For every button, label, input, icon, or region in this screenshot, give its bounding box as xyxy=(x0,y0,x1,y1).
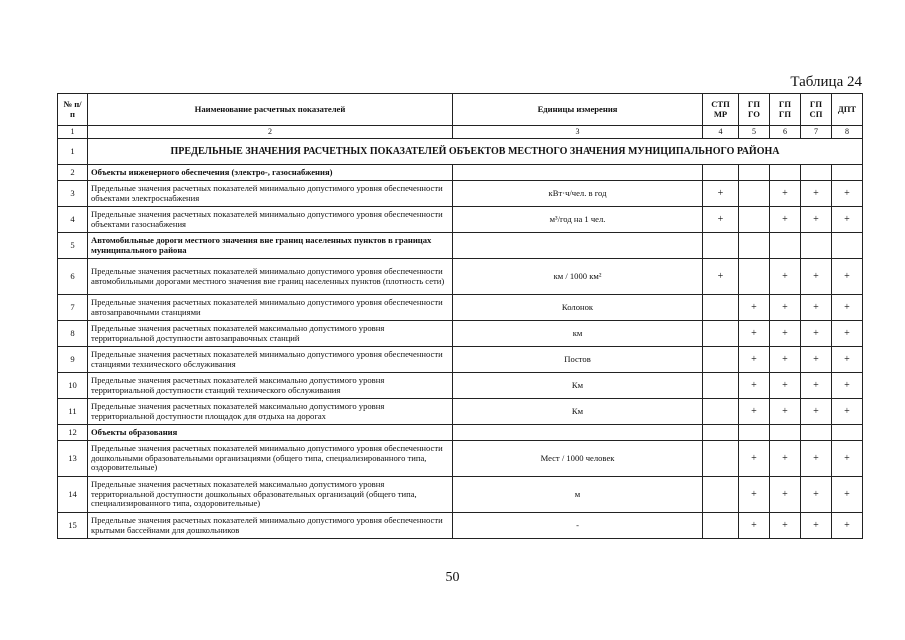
table-row xyxy=(58,207,863,233)
mark-gp-gp xyxy=(770,165,801,181)
row-number: 4 xyxy=(58,207,88,233)
mark-dpt xyxy=(832,233,863,259)
mark-stp-mr xyxy=(703,295,739,321)
mark-stp-mr xyxy=(703,399,739,425)
mark-dpt: + xyxy=(832,181,863,207)
mark-stp-mr xyxy=(703,373,739,399)
mark-gp-sp: + xyxy=(801,477,832,513)
table-row xyxy=(58,513,863,539)
row-number: 3 xyxy=(58,181,88,207)
indicator-name: Предельные значения расчетных показателей минимально допустимого уровня обеспеченности объектами газоснабжения xyxy=(88,207,453,233)
mark-gp-sp: + xyxy=(801,295,832,321)
row-number: 7 xyxy=(58,295,88,321)
row-number: 8 xyxy=(58,321,88,347)
mark-gp-gp: + xyxy=(770,441,801,477)
mark-stp-mr xyxy=(703,321,739,347)
mark-gp-sp: + xyxy=(801,513,832,539)
mark-stp-mr xyxy=(703,233,739,259)
mark-dpt: + xyxy=(832,259,863,295)
mark-gp-gp: + xyxy=(770,295,801,321)
mark-gp-go xyxy=(739,181,770,207)
table-row xyxy=(58,477,863,513)
unit-cell: Мест / 1000 человек xyxy=(453,441,703,477)
mark-gp-go: + xyxy=(739,477,770,513)
mark-stp-mr: + xyxy=(703,207,739,233)
mark-gp-gp: + xyxy=(770,181,801,207)
header-units: Единицы измерения xyxy=(453,94,703,126)
section-row xyxy=(58,165,863,181)
mark-dpt: + xyxy=(832,373,863,399)
section-row xyxy=(58,233,863,259)
mark-dpt: + xyxy=(832,207,863,233)
unit-cell: Км xyxy=(453,373,703,399)
mark-gp-gp: + xyxy=(770,321,801,347)
unit-cell: Км xyxy=(453,399,703,425)
mark-dpt: + xyxy=(832,441,863,477)
indicator-name: Предельные значения расчетных показателей максимально допустимого уровня территориальной доступности площадок для отдыха на дорогах xyxy=(88,399,453,425)
mark-dpt: + xyxy=(832,513,863,539)
unit-cell: Колонок xyxy=(453,295,703,321)
mark-stp-mr xyxy=(703,347,739,373)
indicator-name: Предельные значения расчетных показателей минимально допустимого уровня обеспеченности автомобильными дорогами местного значения вне границ населенных пунктов (плотность сети) xyxy=(88,259,453,295)
mark-gp-gp xyxy=(770,425,801,441)
indicator-name: Предельные значения расчетных показателей минимально допустимого уровня обеспеченности станциями технического обслуживания xyxy=(88,347,453,373)
row-number: 6 xyxy=(58,259,88,295)
mark-gp-go: + xyxy=(739,347,770,373)
indicator-name: Предельные значения расчетных показателей минимально допустимого уровня обеспеченности крытыми бассейнами для дошкольников xyxy=(88,513,453,539)
mark-gp-sp: + xyxy=(801,321,832,347)
header-stp-mr: СТП МР xyxy=(703,94,739,126)
mark-gp-gp: + xyxy=(770,513,801,539)
row-number: 10 xyxy=(58,373,88,399)
mark-gp-gp: + xyxy=(770,373,801,399)
row-number: 13 xyxy=(58,441,88,477)
mark-gp-go: + xyxy=(739,321,770,347)
row-number: 9 xyxy=(58,347,88,373)
table-row xyxy=(58,259,863,295)
mark-gp-gp: + xyxy=(770,477,801,513)
mark-gp-sp xyxy=(801,233,832,259)
mark-gp-go xyxy=(739,425,770,441)
section-row xyxy=(58,425,863,441)
mark-stp-mr: + xyxy=(703,259,739,295)
title-row xyxy=(58,139,863,165)
section-title: Объекты образования xyxy=(88,425,453,441)
mark-dpt xyxy=(832,165,863,181)
mark-gp-sp: + xyxy=(801,181,832,207)
mark-gp-sp: + xyxy=(801,373,832,399)
unit-cell xyxy=(453,165,703,181)
page-number: 50 xyxy=(445,570,460,585)
table-title: ПРЕДЕЛЬНЫЕ ЗНАЧЕНИЯ РАСЧЕТНЫХ ПОКАЗАТЕЛЕЙ ОБЪЕКТОВ МЕСТНОГО ЗНАЧЕНИЯ МУНИЦИПАЛЬНОГО РАЙОНА xyxy=(88,139,863,165)
table-row xyxy=(58,347,863,373)
mark-gp-gp: + xyxy=(770,399,801,425)
column-number: 3 xyxy=(453,126,703,139)
row-number: 15 xyxy=(58,513,88,539)
row-number: 2 xyxy=(58,165,88,181)
table-row xyxy=(58,399,863,425)
mark-gp-gp: + xyxy=(770,207,801,233)
mark-stp-mr xyxy=(703,441,739,477)
mark-stp-mr xyxy=(703,165,739,181)
row-number: 5 xyxy=(58,233,88,259)
column-number: 8 xyxy=(832,126,863,139)
mark-stp-mr: + xyxy=(703,181,739,207)
mark-gp-sp: + xyxy=(801,347,832,373)
indicator-name: Предельные значения расчетных показателей минимально допустимого уровня обеспеченности автозаправочными станциями xyxy=(88,295,453,321)
mark-gp-go: + xyxy=(739,295,770,321)
table-caption: Таблица 24 xyxy=(790,74,862,90)
column-number: 4 xyxy=(703,126,739,139)
unit-cell: Постов xyxy=(453,347,703,373)
unit-cell: - xyxy=(453,513,703,539)
column-number-row xyxy=(58,126,863,139)
unit-cell xyxy=(453,233,703,259)
column-number: 1 xyxy=(58,126,88,139)
header-row xyxy=(58,94,863,126)
column-number: 6 xyxy=(770,126,801,139)
mark-gp-go: + xyxy=(739,399,770,425)
row-number: 12 xyxy=(58,425,88,441)
column-number: 5 xyxy=(739,126,770,139)
mark-gp-go xyxy=(739,165,770,181)
indicators-table xyxy=(57,93,863,539)
mark-stp-mr xyxy=(703,425,739,441)
table-row xyxy=(58,295,863,321)
indicator-name: Предельные значения расчетных показателей минимально допустимого уровня обеспеченности объектами электроснабжения xyxy=(88,181,453,207)
table-row xyxy=(58,181,863,207)
mark-stp-mr xyxy=(703,513,739,539)
mark-gp-go xyxy=(739,259,770,295)
header-gp-sp: ГП СП xyxy=(801,94,832,126)
mark-gp-sp: + xyxy=(801,399,832,425)
mark-gp-gp xyxy=(770,233,801,259)
mark-dpt: + xyxy=(832,295,863,321)
indicator-name: Предельные значения расчетных показателей максимально допустимого уровня территориальной доступности дошкольных образовательных организаций (общего типа, специализированного типа, оздоровительные) xyxy=(88,477,453,513)
row-number: 1 xyxy=(58,139,88,165)
mark-gp-go: + xyxy=(739,373,770,399)
row-number: 11 xyxy=(58,399,88,425)
mark-stp-mr xyxy=(703,477,739,513)
mark-gp-sp xyxy=(801,425,832,441)
unit-cell: км / 1000 км² xyxy=(453,259,703,295)
header-gp-gp: ГП ГП xyxy=(770,94,801,126)
header-gp-go: ГП ГО xyxy=(739,94,770,126)
table-row xyxy=(58,373,863,399)
mark-gp-sp xyxy=(801,165,832,181)
column-number: 2 xyxy=(88,126,453,139)
mark-gp-gp: + xyxy=(770,347,801,373)
header-dpt: ДПТ xyxy=(832,94,863,126)
unit-cell: км xyxy=(453,321,703,347)
table-row xyxy=(58,321,863,347)
mark-dpt xyxy=(832,425,863,441)
mark-gp-go xyxy=(739,233,770,259)
mark-gp-sp: + xyxy=(801,207,832,233)
header-num: № п/п xyxy=(58,94,88,126)
section-title: Автомобильные дороги местного значения вне границ населенных пунктов в границах муниципального района xyxy=(88,233,453,259)
mark-dpt: + xyxy=(832,347,863,373)
mark-dpt: + xyxy=(832,399,863,425)
mark-gp-go xyxy=(739,207,770,233)
row-number: 14 xyxy=(58,477,88,513)
mark-dpt: + xyxy=(832,477,863,513)
mark-gp-go: + xyxy=(739,441,770,477)
unit-cell: м³/год на 1 чел. xyxy=(453,207,703,233)
mark-gp-sp: + xyxy=(801,259,832,295)
unit-cell: м xyxy=(453,477,703,513)
table-row xyxy=(58,441,863,477)
mark-dpt: + xyxy=(832,321,863,347)
mark-gp-sp: + xyxy=(801,441,832,477)
unit-cell xyxy=(453,425,703,441)
indicator-name: Предельные значения расчетных показателей минимально допустимого уровня обеспеченности дошкольными образовательными организациями (общего типа, специализированного типа, оздоровительные) xyxy=(88,441,453,477)
mark-gp-gp: + xyxy=(770,259,801,295)
indicator-name: Предельные значения расчетных показателей максимально допустимого уровня территориальной доступности автозаправочных станций xyxy=(88,321,453,347)
section-title: Объекты инженерного обеспечения (электро-, газоснабжения) xyxy=(88,165,453,181)
mark-gp-go: + xyxy=(739,513,770,539)
unit-cell: кВт·ч/чел. в год xyxy=(453,181,703,207)
column-number: 7 xyxy=(801,126,832,139)
indicator-name: Предельные значения расчетных показателей максимально допустимого уровня территориальной доступности станций технического обслуживания xyxy=(88,373,453,399)
table-body xyxy=(58,165,863,539)
header-name: Наименование расчетных показателей xyxy=(88,94,453,126)
